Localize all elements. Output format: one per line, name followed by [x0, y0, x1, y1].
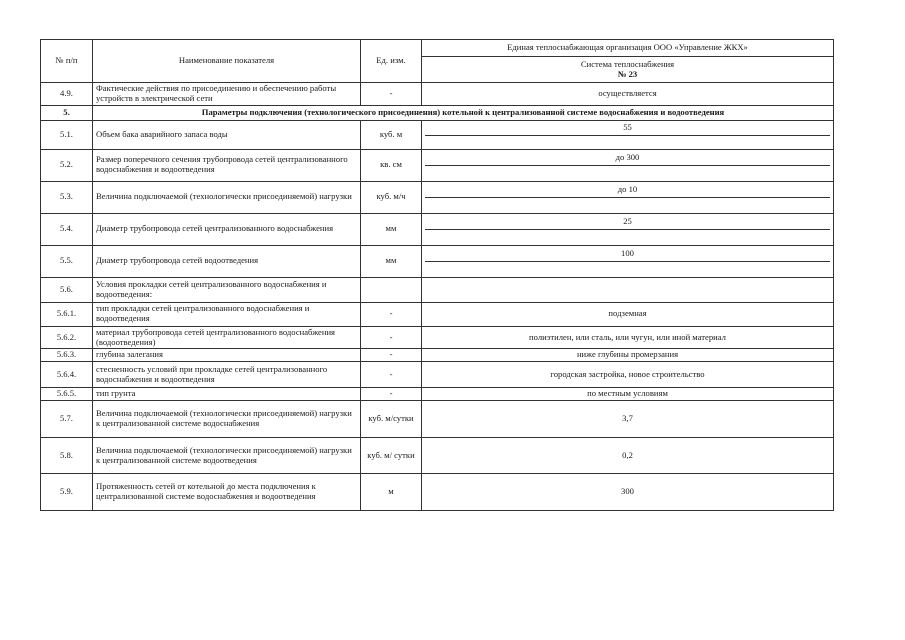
- empty-subcell: [425, 165, 830, 178]
- row-number: 5.7.: [41, 401, 93, 438]
- value-cell: [422, 181, 834, 213]
- row-number: 5.6.3.: [41, 349, 93, 362]
- unit: -: [361, 326, 422, 349]
- indicator-name: Фактические действия по присоединению и обеспечению работы устройств в электрической сети: [93, 83, 361, 106]
- table-row: [41, 120, 834, 149]
- unit: м: [361, 474, 422, 511]
- value-cell: по местным условиям: [422, 388, 834, 401]
- value-cell: [422, 245, 834, 277]
- section-title: Параметры подключения (технологического присоединения) котельной к централизованной системе водоснабжения и водоотведения: [93, 105, 834, 120]
- table-row: [41, 401, 834, 438]
- unit: мм: [361, 213, 422, 245]
- indicator-name: материал трубопровода сетей централизованного водоснабжения (водоотведения): [93, 326, 361, 349]
- unit: куб. м/ч: [361, 181, 422, 213]
- header-name: Наименование показателя: [93, 40, 361, 83]
- table-row: [41, 277, 834, 302]
- table-row: [41, 349, 834, 362]
- value: до 10: [617, 184, 638, 195]
- indicator-name: Условия прокладки сетей централизованного водоснабжения и водоотведения:: [93, 277, 361, 302]
- row-number: 5.3.: [41, 181, 93, 213]
- unit: -: [361, 349, 422, 362]
- unit: куб. м/сутки: [361, 401, 422, 438]
- indicator-name: тип прокладки сетей централизованного водоснабжения и водоотведения: [93, 302, 361, 326]
- empty-subcell: [425, 261, 830, 274]
- value-cell: [422, 213, 834, 245]
- table-row: [41, 181, 834, 213]
- indicator-name: Размер поперечного сечения трубопровода сетей централизованного водоснабжения и водоотведения: [93, 149, 361, 181]
- table-row: [41, 149, 834, 181]
- row-number: 5.2.: [41, 149, 93, 181]
- table-row: [41, 245, 834, 277]
- row-number: 5.: [41, 105, 93, 120]
- table-row: [41, 213, 834, 245]
- unit: куб. м: [361, 120, 422, 149]
- unit: -: [361, 388, 422, 401]
- unit: -: [361, 302, 422, 326]
- unit: мм: [361, 245, 422, 277]
- unit: кв. см: [361, 149, 422, 181]
- unit: -: [361, 83, 422, 106]
- row-number: 5.4.: [41, 213, 93, 245]
- table-row: [41, 83, 834, 106]
- row-number: 4.9.: [41, 83, 93, 106]
- value-cell: [422, 277, 834, 302]
- value-cell: ниже глубины промерзания: [422, 349, 834, 362]
- value-cell: осуществляется: [422, 83, 834, 106]
- value-cell: [422, 120, 834, 149]
- indicator-name: Объем бака аварийного запаса воды: [93, 120, 361, 149]
- value: 25: [623, 216, 632, 227]
- indicator-name: Величина подключаемой (технологически присоединяемой) нагрузки: [93, 181, 361, 213]
- value-cell: 0,2: [422, 438, 834, 474]
- value: 55: [623, 121, 632, 132]
- table-header-row: [41, 40, 834, 57]
- table-row: [41, 474, 834, 511]
- row-number: 5.9.: [41, 474, 93, 511]
- empty-subcell: [425, 135, 830, 148]
- table-row: [41, 326, 834, 349]
- indicator-name: Протяженность сетей от котельной до места подключения к централизованной системе водоснабжения и водоотведения: [93, 474, 361, 511]
- indicators-table: [40, 39, 834, 511]
- row-number: 5.6.2.: [41, 326, 93, 349]
- indicator-name: стесненность условий при прокладке сетей централизованного водоснабжения и водоотведения: [93, 362, 361, 388]
- header-unit: Ед. изм.: [361, 40, 422, 83]
- header-org: Единая теплоснабжающая организация ООО «Управление ЖКХ»: [422, 40, 834, 57]
- value-cell: полиэтилен, или сталь, или чугун, или иной материал: [422, 326, 834, 349]
- value-cell: [422, 149, 834, 181]
- empty-subcell: [425, 229, 830, 242]
- row-number: 5.6.5.: [41, 388, 93, 401]
- value: до 300: [615, 152, 640, 163]
- empty-subcell: [425, 197, 830, 210]
- unit: -: [361, 362, 422, 388]
- header-system-label: Система теплоснабжения: [580, 58, 675, 69]
- indicator-name: Величина подключаемой (технологически присоединяемой) нагрузки к централизованной системе водоотведения: [93, 438, 361, 474]
- table-row: [41, 105, 834, 120]
- unit: куб. м/ сутки: [361, 438, 422, 474]
- indicator-name: Величина подключаемой (технологически присоединяемой) нагрузки к централизованной системе водоснабжения: [93, 401, 361, 438]
- header-num: № п/п: [41, 40, 93, 83]
- value: 100: [621, 248, 634, 259]
- table-row: [41, 302, 834, 326]
- indicator-name: Диаметр трубопровода сетей водоотведения: [93, 245, 361, 277]
- row-number: 5.5.: [41, 245, 93, 277]
- indicator-name: Диаметр трубопровода сетей централизованного водоснабжения: [93, 213, 361, 245]
- row-number: 5.6.1.: [41, 302, 93, 326]
- row-number: 5.6.: [41, 277, 93, 302]
- header-system: [422, 57, 834, 83]
- row-number: 5.6.4.: [41, 362, 93, 388]
- header-system-number: № 23: [617, 68, 638, 79]
- row-number: 5.1.: [41, 120, 93, 149]
- value-cell: городская застройка, новое строительство: [422, 362, 834, 388]
- table-row: [41, 438, 834, 474]
- indicator-name: глубина залегания: [93, 349, 361, 362]
- unit: [361, 277, 422, 302]
- table-row: [41, 362, 834, 388]
- value-cell: подземная: [422, 302, 834, 326]
- table-row: [41, 388, 834, 401]
- indicator-name: тип грунта: [93, 388, 361, 401]
- row-number: 5.8.: [41, 438, 93, 474]
- value-cell: 300: [422, 474, 834, 511]
- value-cell: 3,7: [422, 401, 834, 438]
